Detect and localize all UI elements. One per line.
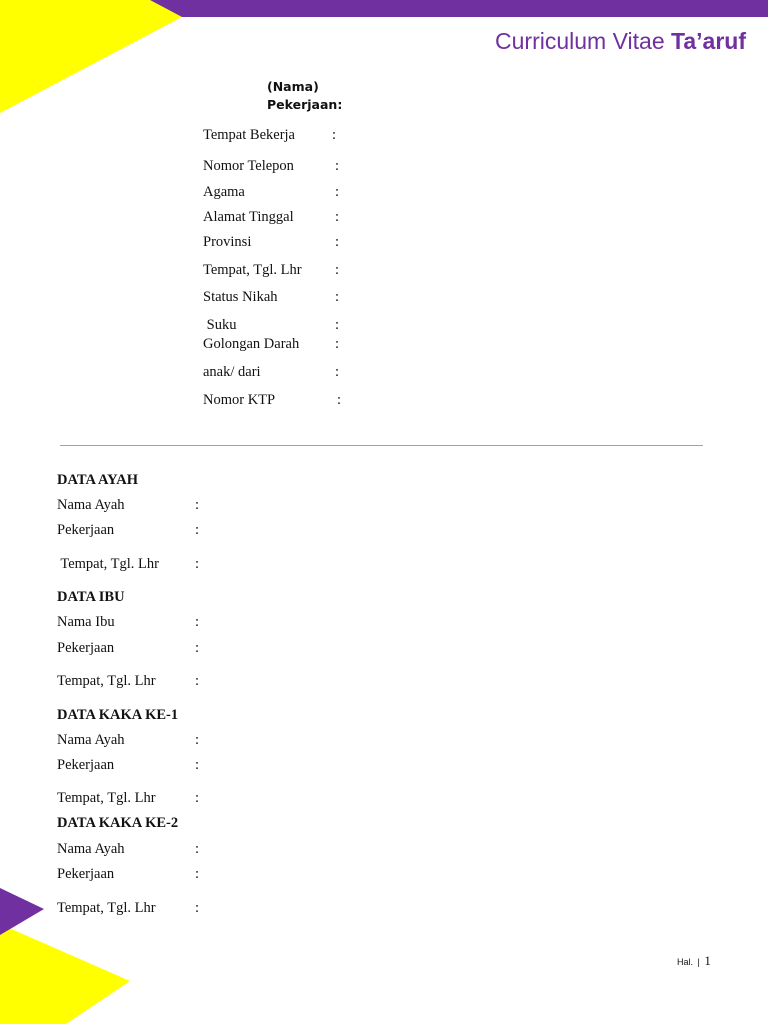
field-colon: : [335, 289, 340, 305]
field-colon: : [195, 757, 200, 773]
section-heading-kaka-1: DATA KAKA KE-1 [57, 707, 179, 723]
field-label: Provinsi [203, 234, 252, 250]
section-heading-ibu: DATA IBU [57, 589, 125, 605]
header-name: (Nama) [267, 79, 319, 94]
field-label: Nomor KTP [203, 392, 276, 408]
field-colon: : [195, 673, 200, 689]
field-label: Suku [203, 317, 237, 333]
field-label: Alamat Tinggal [203, 209, 294, 225]
field-label: Pekerjaan [57, 757, 115, 773]
title-regular: Curriculum Vitae [495, 28, 665, 54]
field-label: Tempat, Tgl. Lhr [57, 556, 159, 572]
top-decoration [0, 0, 768, 120]
top-yellow-triangle [0, 0, 182, 113]
field-label: Nomor Telepon [203, 158, 294, 174]
field-colon: : [195, 900, 200, 916]
field-colon: : [195, 497, 200, 513]
page-divider: | [697, 957, 700, 967]
field-colon: : [195, 614, 200, 630]
field-label: Nama Ayah [57, 732, 125, 748]
field-label: Nama Ayah [57, 497, 125, 513]
field-label: Tempat, Tgl. Lhr [57, 900, 156, 916]
field-label: Tempat, Tgl. Lhr [57, 790, 156, 806]
bottom-purple-triangle [0, 888, 44, 935]
section-divider [60, 445, 703, 446]
field-colon: : [195, 556, 200, 572]
field-colon: : [335, 209, 340, 225]
field-label: anak/ dari [203, 364, 261, 380]
field-colon: : [195, 790, 200, 806]
field-colon: : [335, 336, 340, 352]
field-colon: : [335, 364, 340, 380]
section-heading-ayah: DATA AYAH [57, 472, 138, 488]
title-bold: Ta’aruf [671, 28, 746, 54]
page-footer [677, 953, 711, 969]
document-title [495, 28, 746, 55]
section-heading-kaka-2: DATA KAKA KE-2 [57, 815, 179, 831]
field-label: Tempat, Tgl. Lhr [57, 673, 156, 689]
field-colon: : [335, 158, 340, 174]
field-colon: : [332, 127, 337, 143]
field-label: Golongan Darah [203, 336, 300, 352]
page-number: 1 [704, 953, 711, 968]
field-colon: : [337, 392, 342, 408]
header-job: Pekerjaan: [267, 97, 343, 112]
field-label: Agama [203, 184, 245, 200]
bottom-yellow-triangle [0, 924, 130, 1024]
field-colon: : [195, 640, 200, 656]
field-label: Pekerjaan [57, 866, 115, 882]
field-colon: : [195, 841, 200, 857]
top-purple-bar [150, 0, 768, 17]
field-colon: : [335, 234, 340, 250]
field-colon: : [335, 262, 340, 278]
field-label: Pekerjaan [57, 640, 115, 656]
field-colon: : [335, 184, 340, 200]
field-colon: : [195, 866, 200, 882]
field-colon: : [195, 522, 200, 538]
page-label: Hal. [677, 957, 694, 967]
field-colon: : [335, 317, 340, 333]
field-label: Nama Ibu [57, 614, 115, 630]
field-colon: : [195, 732, 200, 748]
field-label: Nama Ayah [57, 841, 125, 857]
field-label: Pekerjaan [57, 522, 115, 538]
field-label: Tempat Bekerja [203, 127, 295, 143]
field-label: Status Nikah [203, 289, 278, 305]
field-label: Tempat, Tgl. Lhr [203, 262, 302, 278]
